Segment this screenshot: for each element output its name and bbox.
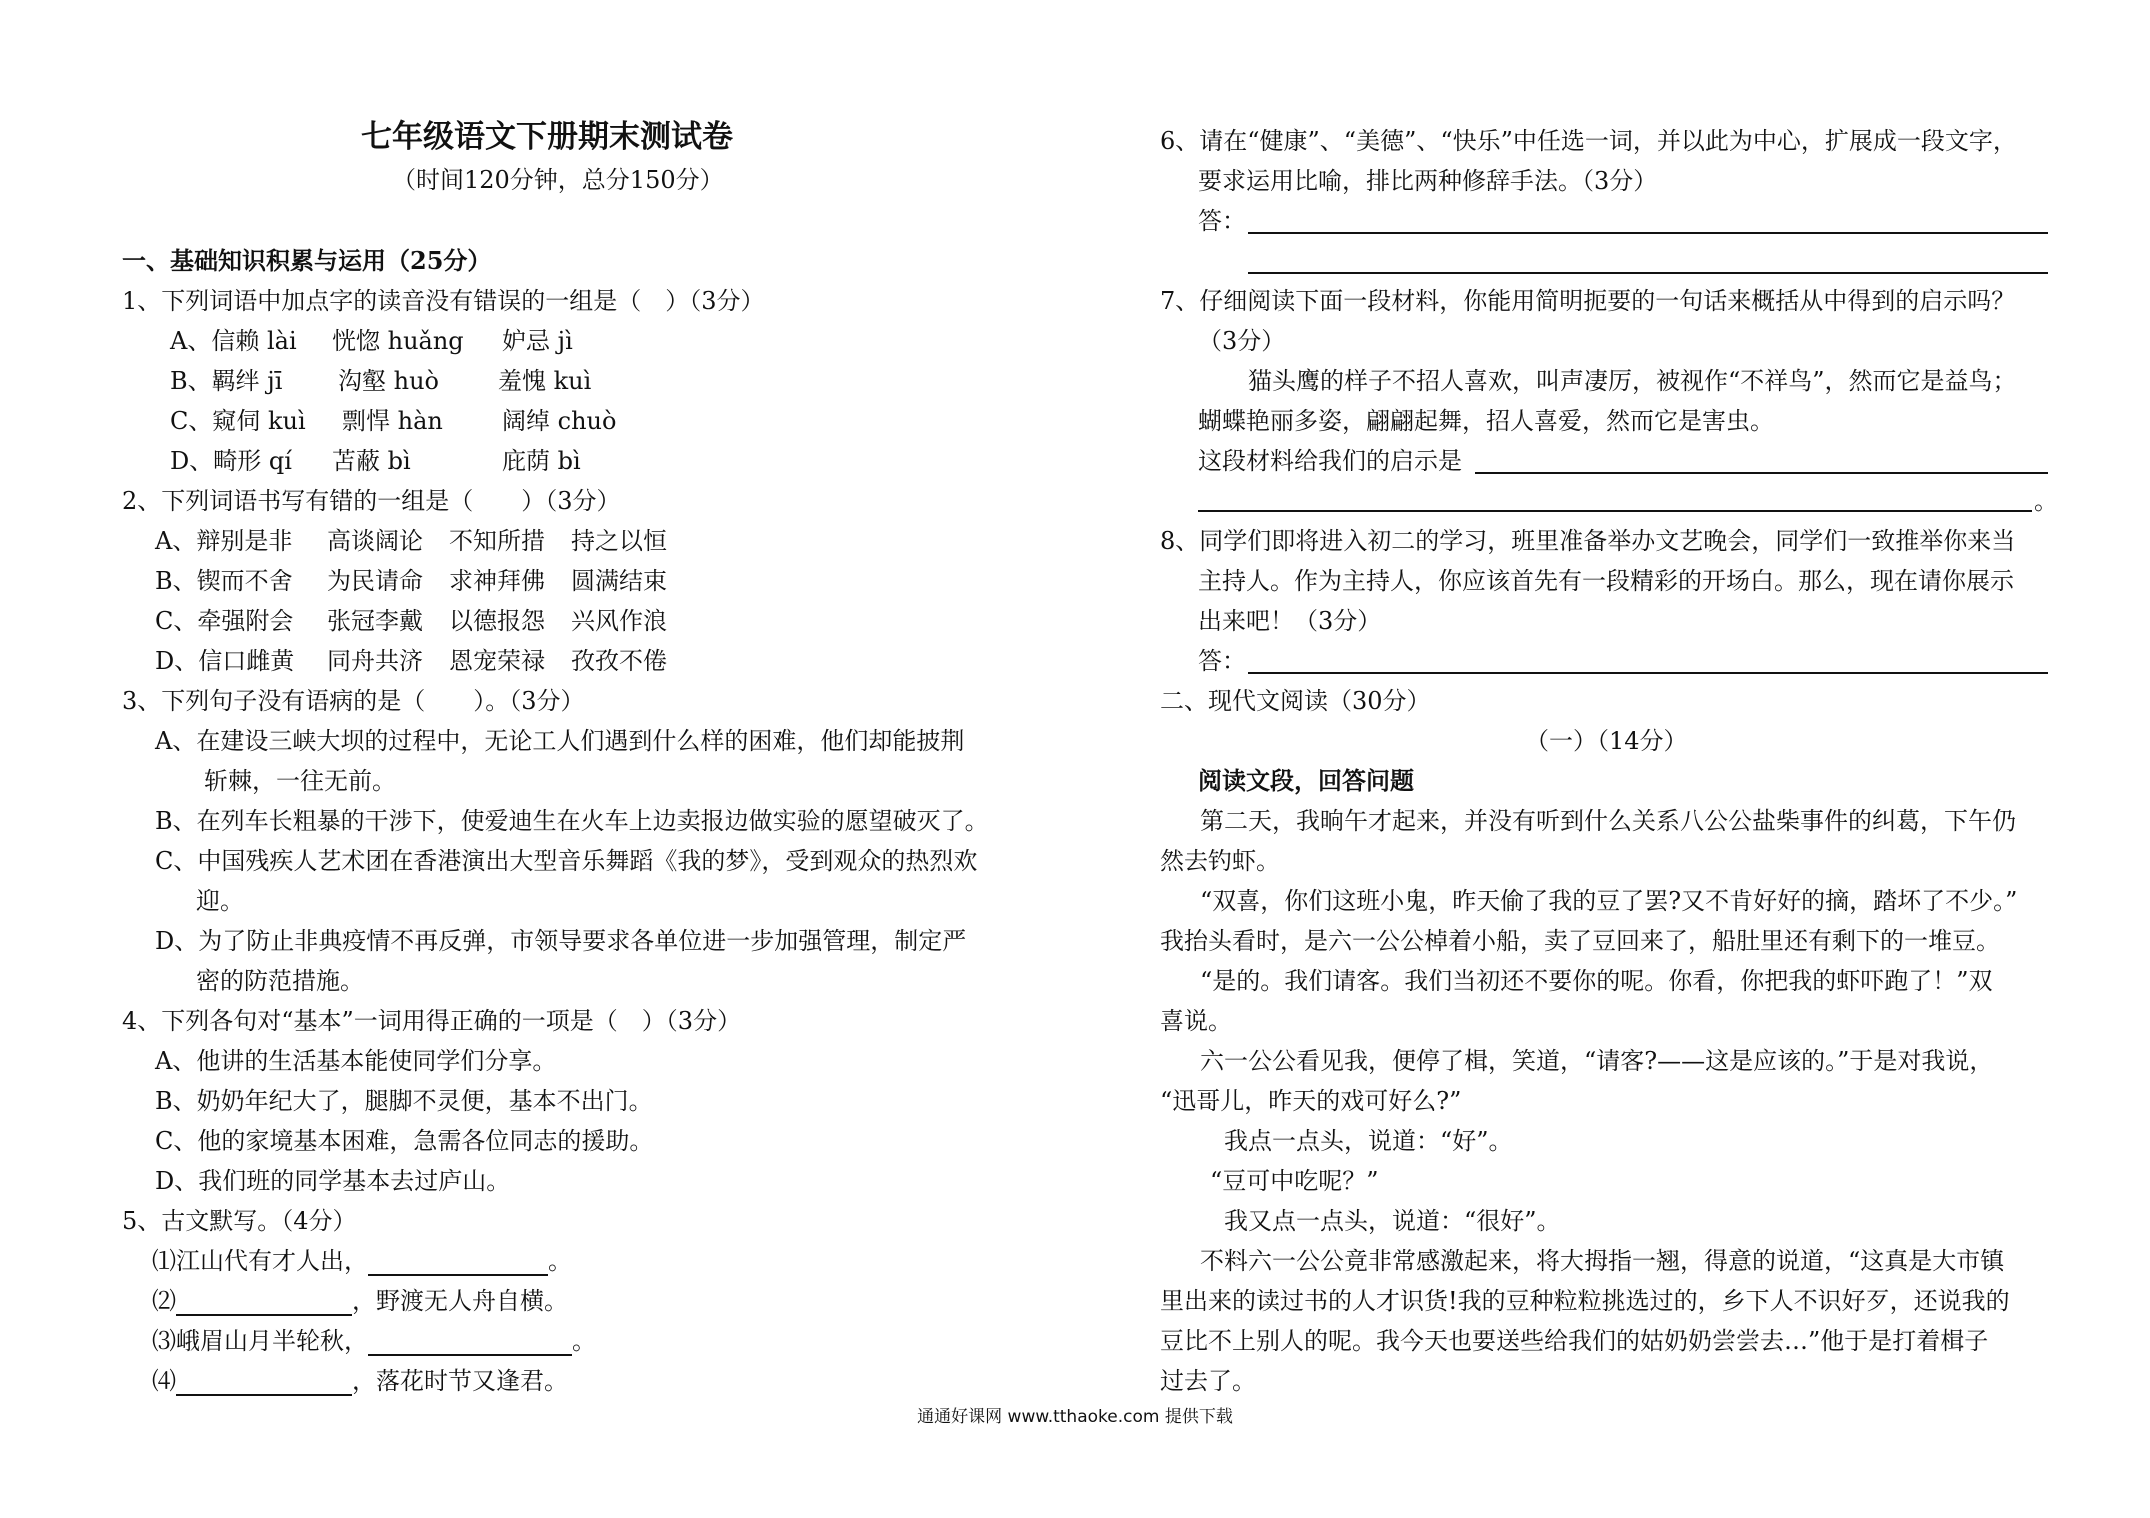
q4-option-b: B、奶奶年纪大了，腿脚不灵便，基本不出门。 (155, 1087, 653, 1115)
q4-option-a: A、他讲的生活基本能使同学们分享。 (155, 1047, 557, 1075)
q2-d-4: 孜孜不倦 (571, 647, 667, 675)
q2-a-3: 不知所措 (449, 527, 545, 555)
q5-line-4 (152, 1366, 568, 1396)
passage-line: 我点一点头，说道：“好”。 (1176, 1127, 1513, 1155)
q2-a-4: 持之以恒 (571, 527, 667, 555)
question-8-line3: 出来吧！（3分） (1198, 607, 1382, 635)
q1-c-3: 阔绰 chuò (502, 407, 617, 435)
question-4-stem: 4、下列各句对“基本”一词用得正确的一项是（ ）（3分） (122, 1007, 742, 1035)
q5-l2-text: ⑵ (152, 1287, 176, 1315)
q3-option-a-line1: A、在建设三峡大坝的过程中，无论工人们遇到什么样的困难，他们却能披荆 (155, 727, 965, 755)
q5-l4-blank[interactable] (176, 1372, 352, 1396)
q7-prompt: 这段材料给我们的启示是 (1198, 447, 1462, 475)
q1-d-2: 苫蔽 bì (332, 447, 411, 475)
question-1-stem: 1、下列词语中加点字的读音没有错误的一组是（ ）（3分） (122, 287, 765, 315)
q1-c-1: C、窥伺 kuì (170, 407, 306, 435)
passage-line: 我又点一点头，说道：“很好”。 (1176, 1207, 1561, 1235)
q5-l1-end: 。 (548, 1247, 572, 1275)
question-6-line1: 6、请在“健康”、“美德”、“快乐”中任选一词，并以此为中心，扩展成一段文字， (1160, 127, 2017, 155)
q1-a-3: 妒忌 jì (502, 327, 573, 355)
q7-answer-line-2[interactable] (1198, 510, 2032, 512)
section-1-heading: 一、基础知识积累与运用（25分） (122, 246, 492, 275)
q2-c-2: 张冠李戴 (327, 607, 423, 635)
q1-a-1: A、信赖 lài (170, 327, 297, 355)
passage-line: 第二天，我晌午才起来，并没有听到什么关系八公公盐柴事件的纠葛，下午仍 (1176, 807, 2016, 835)
footer-credit: 通通好课网 www.tthaoke.com 提供下载 (917, 1407, 1233, 1427)
q3-option-d-line1: D、为了防止非典疫情不再反弹，市领导要求各单位进一步加强管理，制定严 (155, 927, 967, 955)
exam-title: 七年级语文下册期末测试卷 (361, 119, 733, 155)
passage-line: 我抬头看时，是六一公公棹着小船，卖了豆回来了，船肚里还有剩下的一堆豆。 (1160, 927, 2000, 955)
q1-d-3: 庇荫 bì (502, 447, 581, 475)
exam-subtitle: （时间120分钟，总分150分） (392, 166, 724, 194)
q4-option-d: D、我们班的同学基本去过庐山。 (155, 1167, 511, 1195)
q5-l2-blank[interactable] (176, 1292, 352, 1316)
reading-instruction: 阅读文段，回答问题 (1198, 766, 1414, 795)
q1-d-1: D、畸形 qí (170, 447, 292, 475)
q7-period: 。 (2034, 487, 2058, 515)
passage-line: 过去了。 (1160, 1367, 1256, 1395)
passage-line: 里出来的读过书的人才识货!我的豆种粒粒挑选过的，乡下人不识好歹，还说我的 (1160, 1287, 2010, 1315)
section-2-heading: 二、现代文阅读（30分） (1160, 687, 1431, 715)
q5-line-3 (152, 1326, 596, 1356)
q2-c-3: 以德报怨 (449, 607, 545, 635)
q1-b-3: 羞愧 kuì (498, 367, 592, 395)
q1-row-b (170, 366, 591, 396)
q1-c-2: 剽悍 hàn (342, 407, 443, 435)
q3-option-a-line2: 斩棘，一往无前。 (204, 767, 396, 795)
q2-row-a (155, 526, 667, 556)
q2-a-1: A、辩别是非 (155, 527, 293, 555)
question-8-line2: 主持人。作为主持人，你应该首先有一段精彩的开场白。那么，现在请你展示 (1198, 567, 2014, 595)
q6-answer-label: 答： (1198, 207, 1246, 235)
q2-c-1: C、牵强附会 (155, 607, 294, 635)
q2-b-4: 圆满结束 (571, 567, 667, 595)
q5-l1-blank[interactable] (368, 1252, 548, 1276)
q3-option-c-line1: C、中国残疾人艺术团在香港演出大型音乐舞蹈《我的梦》，受到观众的热烈欢 (155, 847, 978, 875)
q7-material-1: 猫头鹰的样子不招人喜欢，叫声凄厉，被视作“不祥鸟”，然而它是益鸟； (1248, 367, 2017, 395)
q1-b-1: B、羁绊 jī (170, 367, 283, 395)
passage-line: 六一公公看见我，便停了楫，笑道，“请客?——这是应该的。”于是对我说， (1176, 1047, 1994, 1075)
q6-answer-line-1[interactable] (1248, 232, 2048, 234)
q5-l4-text: ⑷ (152, 1367, 176, 1395)
q2-row-c (155, 606, 667, 636)
q2-b-3: 求神拜佛 (449, 567, 545, 595)
q5-l4-end: ，落花时节又逢君。 (352, 1367, 568, 1395)
passage-line: 然去钓虾。 (1160, 847, 1280, 875)
q2-d-1: D、信口雌黄 (155, 647, 295, 675)
passage-line: “迅哥儿，昨天的戏可好么?” (1160, 1087, 1462, 1115)
q3-option-b: B、在列车长粗暴的干涉下，使爱迪生在火车上边卖报边做实验的愿望破灭了。 (155, 807, 989, 835)
question-8-line1: 8、同学们即将进入初二的学习，班里准备举办文艺晚会，同学们一致推举你来当 (1160, 527, 2016, 555)
passage-line: “豆可中吃呢？” (1186, 1167, 1379, 1195)
passage-line: 喜说。 (1160, 1007, 1232, 1035)
q2-c-4: 兴风作浪 (571, 607, 667, 635)
q5-line-1 (152, 1246, 572, 1276)
passage-line: 豆比不上别人的呢。我今天也要送些给我们的姑奶奶尝尝去…”他于是打着楫子 (1160, 1327, 1989, 1355)
q1-row-a (170, 326, 573, 356)
question-7-line1: 7、仔细阅读下面一段材料，你能用简明扼要的一句话来概括从中得到的启示吗？ (1160, 287, 2016, 315)
q1-b-2: 沟壑 huò (338, 367, 439, 395)
q5-l2-end: ，野渡无人舟自横。 (352, 1287, 568, 1315)
passage-line: 不料六一公公竟非常感激起来，将大拇指一翘，得意的说道，“这真是大市镇 (1176, 1247, 2005, 1275)
q2-b-1: B、锲而不舍 (155, 567, 293, 595)
q2-b-2: 为民请命 (327, 567, 423, 595)
q8-answer-line[interactable] (1248, 672, 2048, 674)
q3-option-d-line2: 密的防范措施。 (196, 967, 364, 995)
q3-option-c-line2: 迎。 (196, 887, 244, 915)
question-7-line2: （3分） (1198, 327, 1286, 355)
q7-material-2: 蝴蝶艳丽多姿，翩翩起舞，招人喜爱，然而它是害虫。 (1198, 407, 1774, 435)
q1-a-2: 恍惚 huǎng (332, 327, 464, 355)
q5-l3-blank[interactable] (368, 1332, 572, 1356)
q5-l1-text: ⑴江山代有才人出， (152, 1247, 368, 1275)
passage-line: “是的。我们请客。我们当初还不要你的呢。你看，你把我的虾吓跑了！”双 (1176, 967, 1993, 995)
q2-row-d (155, 646, 667, 676)
q5-l3-end: 。 (572, 1327, 596, 1355)
question-2-stem: 2、下列词语书写有错的一组是（ ）（3分） (122, 487, 621, 515)
q8-answer-label: 答： (1198, 647, 1246, 675)
q1-row-d (170, 446, 581, 476)
question-5-stem: 5、古文默写。（4分） (122, 1207, 357, 1235)
q2-d-2: 同舟共济 (327, 647, 423, 675)
passage-line: “双喜，你们这班小鬼，昨天偷了我的豆了罢?又不肯好好的摘，踏坏了不少。” (1176, 887, 2018, 915)
q6-answer-line-2[interactable] (1248, 272, 2048, 274)
q2-row-b (155, 566, 667, 596)
q4-option-c: C、他的家境基本困难，急需各位同志的援助。 (155, 1127, 654, 1155)
part-1-heading: （一）（14分） (1525, 727, 1688, 755)
q2-a-2: 高谈阔论 (327, 527, 423, 555)
q2-d-3: 恩宠荣禄 (449, 647, 545, 675)
q5-line-2 (152, 1286, 568, 1316)
question-6-line2: 要求运用比喻，排比两种修辞手法。（3分） (1198, 167, 1658, 195)
q7-answer-line-1[interactable] (1475, 472, 2048, 474)
q5-l3-text: ⑶峨眉山月半轮秋， (152, 1327, 368, 1355)
q1-row-c (170, 406, 616, 436)
question-3-stem: 3、下列句子没有语病的是（ ）。（3分） (122, 687, 585, 715)
